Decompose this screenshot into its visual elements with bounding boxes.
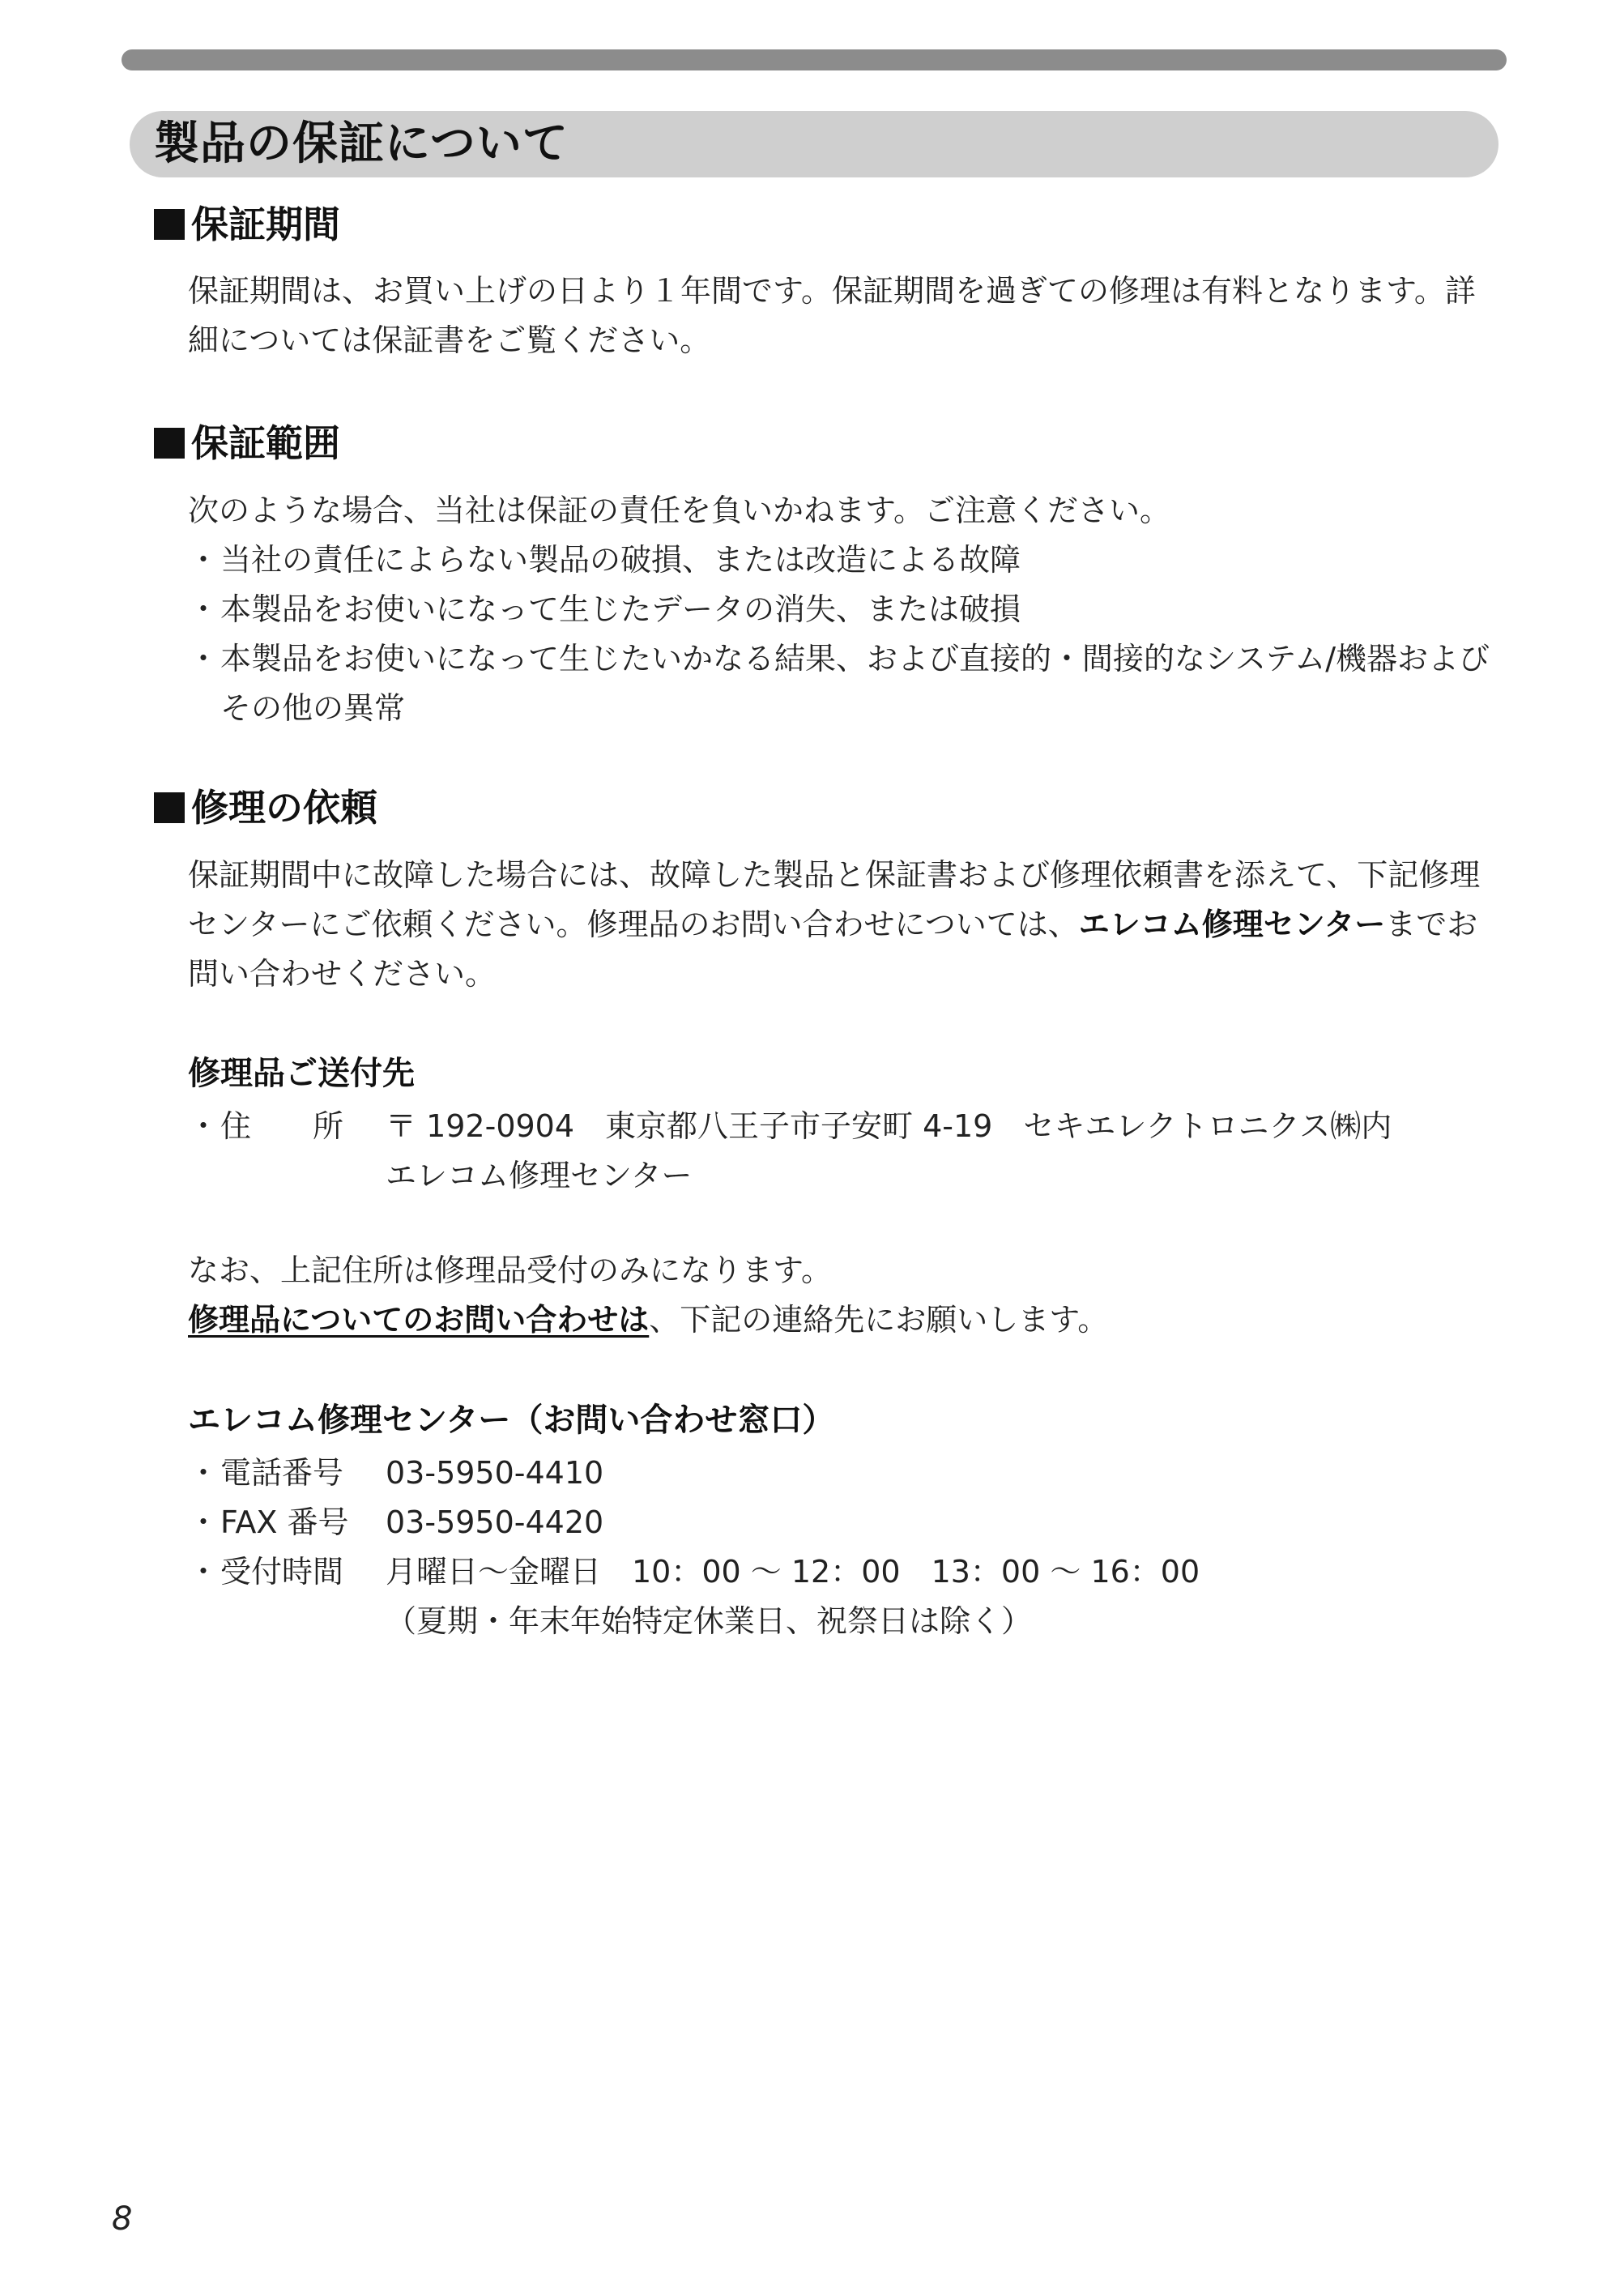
list-item: ・ 本製品をお使いになって生じたいかなる結果、および直接的・間接的なシステム/機器およびその他の異常	[188, 634, 1500, 733]
square-bullet-icon	[154, 209, 185, 240]
shipping-note: なお、上記住所は修理品受付のみになります。	[188, 1253, 832, 1288]
hours-row: ・受付時間 月曜日～金曜日 10：00 ～ 12：00 13：00 ～ 16：00	[188, 1547, 1200, 1597]
address-row: ・住 所 〒 192-0904 東京都八王子市子安町 4-19 セキエレクトロニクス㈱内	[188, 1102, 1392, 1151]
shipping-heading: 修理品ご送付先	[188, 1055, 415, 1092]
section-heading-warranty-scope	[154, 419, 340, 467]
contact-heading: エレコム修理センター（お問い合わせ窓口）	[188, 1402, 835, 1439]
section-heading-repair-request	[154, 783, 377, 832]
section-heading-label: 修理の依頼	[191, 786, 377, 830]
square-bullet-icon	[154, 792, 185, 823]
section-heading-label: 保証期間	[191, 203, 340, 246]
repair-request-text	[188, 851, 1500, 999]
address-value: 〒 192-0904 東京都八王子市子安町 4-19 セキエレクトロニクス㈱内	[386, 1108, 1392, 1144]
phone-row: ・電話番号 03-5950-4410	[188, 1449, 603, 1498]
fax-value: 03-5950-4420	[386, 1504, 604, 1540]
warranty-scope-list	[188, 536, 1500, 733]
section-heading-warranty-period	[154, 200, 340, 249]
hours-note: （夏期・年末年始特定休業日、祝祭日は除く）	[386, 1603, 1033, 1639]
section-heading-label: 保証範囲	[191, 421, 340, 465]
inquiry-rest: 、下記の連絡先にお願いします。	[649, 1302, 1109, 1338]
address-value-line2: エレコム修理センター	[386, 1158, 693, 1193]
repair-request-text-after: までお問い合わせください。	[188, 907, 1478, 992]
fax-label: FAX 番号	[220, 1504, 349, 1540]
inquiry-text	[188, 1295, 1500, 1345]
square-bullet-icon	[154, 428, 185, 459]
inquiry-emphasis: 修理品についてのお問い合わせは	[188, 1302, 650, 1338]
repair-request-text-before: 保証期間中に故障した場合には、故障した製品と保証書および修理依頼書を添えて、下記修理センターにご依頼ください。修理品のお問い合わせについては、	[188, 857, 1481, 942]
page-title: 製品の保証について	[154, 117, 569, 170]
phone-value: 03-5950-4410	[386, 1455, 604, 1491]
warranty-period-text: 保証期間は、お買い上げの日より１年間です。保証期間を過ぎての修理は有料となります。詳細については保証書をご覧ください。	[188, 273, 1476, 358]
address-label: 住 所	[220, 1108, 344, 1144]
list-item: ・ 当社の責任によらない製品の破損、または改造による故障	[188, 536, 1500, 585]
hours-value: 月曜日～金曜日 10：00 ～ 12：00 13：00 ～ 16：00	[386, 1554, 1200, 1590]
warranty-scope-intro: 次のような場合、当社は保証の責任を負いかねます。ご注意ください。	[188, 493, 1170, 528]
phone-label: 電話番号	[220, 1455, 344, 1491]
list-item: ・ 本製品をお使いになって生じたデータの消失、または破損	[188, 585, 1500, 634]
top-rule	[122, 49, 1507, 70]
hours-label: 受付時間	[220, 1554, 344, 1590]
fax-row: ・FAX 番号 03-5950-4420	[188, 1498, 603, 1547]
repair-center-name: エレコム修理センター	[1078, 907, 1386, 942]
page-number: 8	[112, 2200, 133, 2238]
